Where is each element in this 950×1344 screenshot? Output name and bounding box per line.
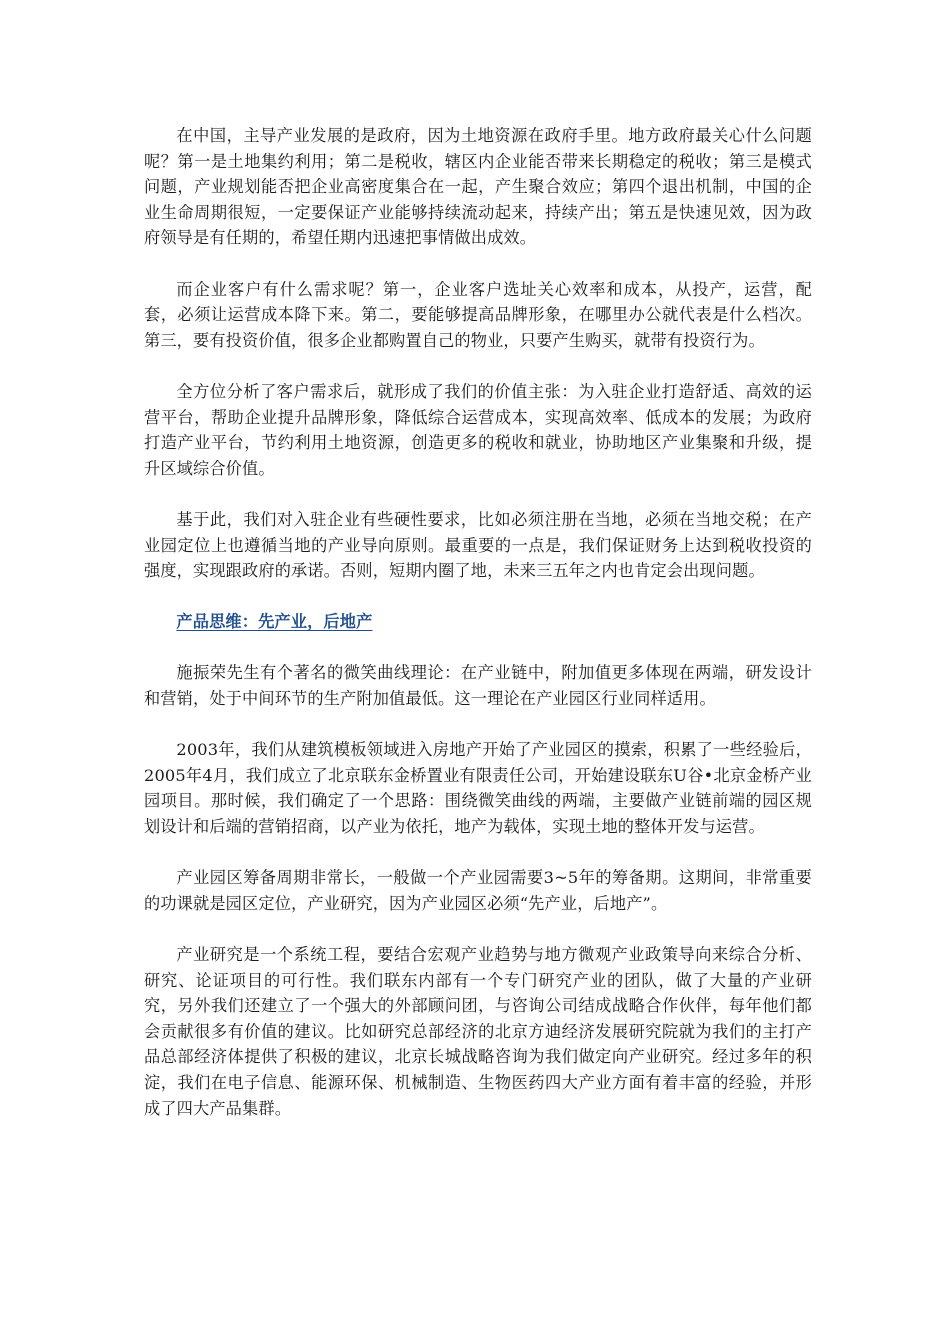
- paragraph-enterprise-needs: 而企业客户有什么需求呢？第一，企业客户选址关心效率和成本，从投产，运营，配套，必须让运营成本降下来。第二，要能够提高品牌形象，在哪里办公就代表是什么档次。第三，要有投资价值，很多企业都购置自己的物业，只要产生购买，就带有投资行为。: [144, 279, 812, 350]
- paragraph-preparation-period: 产业园区筹备周期非常长，一般做一个产业园需要3~5年的筹备期。这期间，非常重要的功课就是园区定位，产业研究，因为产业园区必须“先产业，后地产”。: [144, 868, 812, 913]
- paragraph-industry-research: 产业研究是一个系统工程，要结合宏观产业趋势与地方微观产业政策导向来综合分析、研究、论证项目的可行性。我们联东内部有一个专门研究产业的团队，做了大量的产业研究，另外我们还建立了一个强大的外部顾问团，与咨询公司结成战略合作伙伴，每年他们都会贡献很多有价值的建议。比如研究总部经济的北京方迪经济发展研究院就为我们的主打产品总部经济体提供了积极的建议，北京长城战略咨询为我们做定向产业研究。经过多年的积淀，我们在电子信息、能源环保、机械制造、生物医药四大产业方面有着丰富的经验，并形成了四大产品集群。: [144, 945, 812, 1118]
- paragraph-government-concerns: 在中国，主导产业发展的是政府，因为土地资源在政府手里。地方政府最关心什么问题呢？第一是土地集约利用；第二是税收，辖区内企业能否带来长期稳定的税收；第三是模式问题，产业规划能否把企业高密度集合在一起，产生聚合效应；第四个退出机制，中国的企业生命周期很短，一定要保证产业能够持续流动起来，持续产出；第五是快速见效，因为政府领导是有任期的，希望任期内迅速把事情做出成效。: [144, 126, 812, 248]
- paragraph-smile-curve: 施振荣先生有个著名的微笑曲线理论：在产业链中，附加值更多体现在两端，研发设计和营销，处于中间环节的生产附加值最低。这一理论在产业园区行业同样适用。: [144, 663, 812, 709]
- paragraph-requirements: 基于此，我们对入驻企业有些硬性要求，比如必须注册在当地，必须在当地交税；在产业园定位上也遵循当地的产业导向原则。最重要的一点是，我们保证财务上达到税收投资的强度，实现跟政府的承诺。否则，短期内圈了地，未来三五年之内也肯定会出现问题。: [144, 509, 812, 581]
- document-body: [144, 123, 812, 1147]
- paragraph-history: 2003年，我们从建筑模板领域进入房地产开始了产业园区的摸索，积累了一些经验后，2005年4月，我们成立了北京联东金桥置业有限责任公司，开始建设联东U谷•北京金桥产业园项目。那时候，我们确定了一个思路：围绕微笑曲线的两端，主要做产业链前端的园区规划设计和后端的营销招商，以产业为依托，地产为载体，实现土地的整体开发与运营。: [144, 740, 812, 837]
- paragraph-value-proposition: 全方位分析了客户需求后，就形成了我们的价值主张：为入驻企业打造舒适、高效的运营平台，帮助企业提升品牌形象，降低综合运营成本，实现高效率、低成本的发展；为政府打造产业平台，节约利用土地资源，创造更多的税收和就业，协助地区产业集聚和升级，提升区域综合价值。: [144, 381, 812, 478]
- section-heading: 产品思维：先产业，后地产: [176, 612, 373, 632]
